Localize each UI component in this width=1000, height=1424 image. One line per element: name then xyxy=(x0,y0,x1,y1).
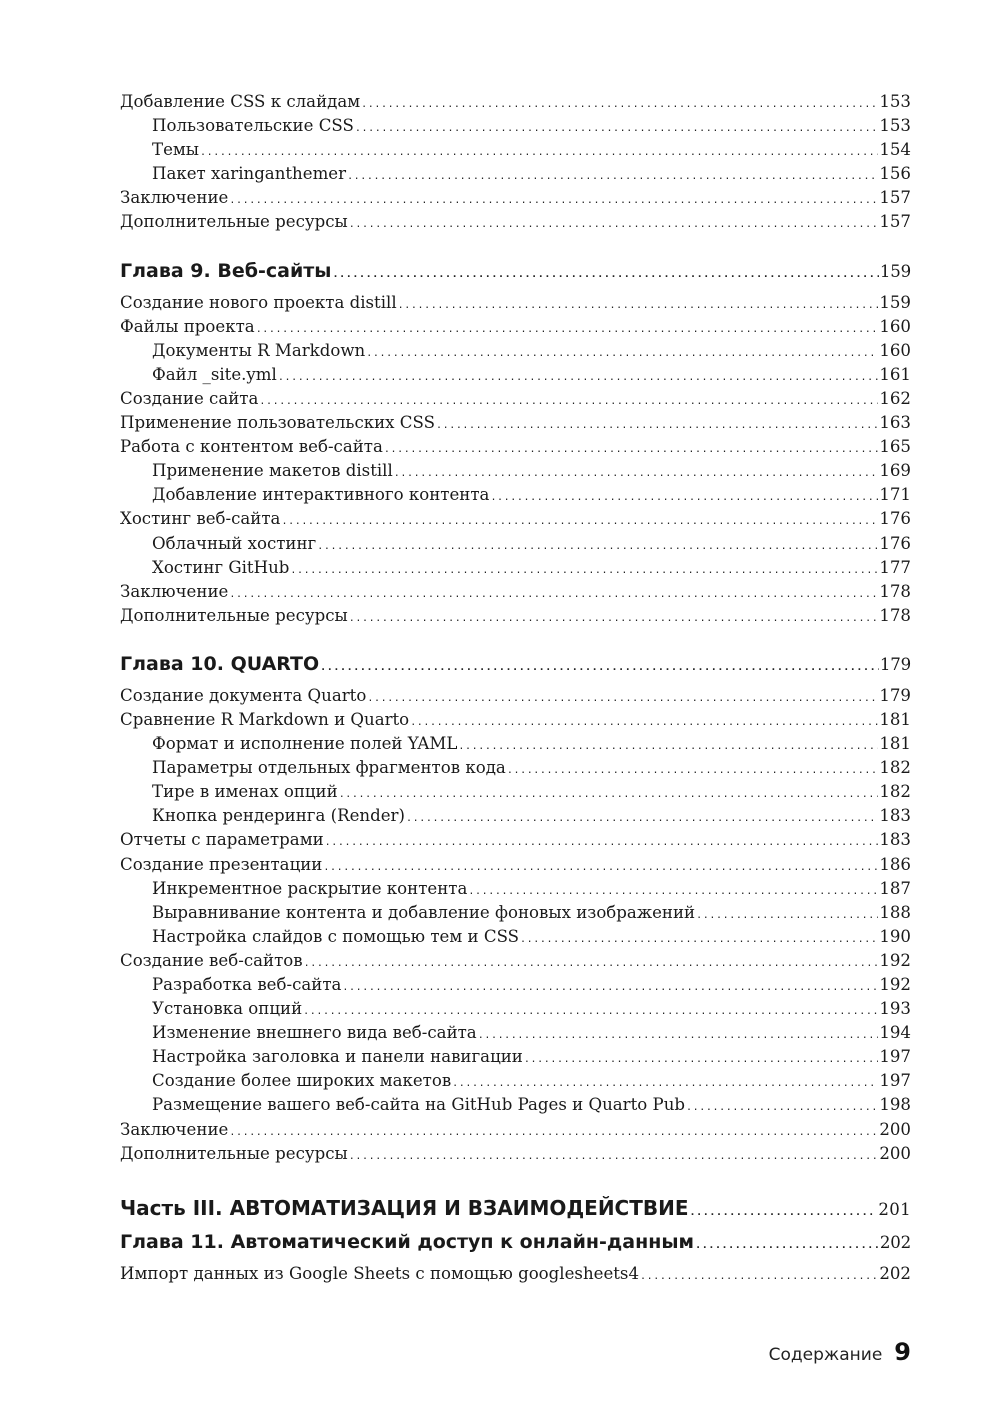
toc-page-number: 177 xyxy=(879,557,911,577)
toc-entry-row xyxy=(120,291,911,315)
toc-sub-row xyxy=(120,925,911,949)
toc-page-number: 176 xyxy=(879,533,911,553)
toc-page-number: 197 xyxy=(879,1071,911,1091)
toc-entry-row xyxy=(120,1142,911,1166)
running-footer-label: Содержание xyxy=(768,1345,883,1365)
toc-entry-row xyxy=(120,90,911,114)
toc-page-number: 165 xyxy=(879,437,911,457)
toc-chapter-row xyxy=(120,652,911,678)
toc-entry-title: Заключение xyxy=(120,581,229,601)
dot-leader xyxy=(290,559,878,583)
toc-chapter-row xyxy=(120,259,911,285)
toc-page-number: 182 xyxy=(879,782,911,802)
toc-entry-row xyxy=(120,507,911,531)
toc-page-number: 171 xyxy=(879,485,911,505)
toc-sub-row xyxy=(120,459,911,483)
toc-sub-row xyxy=(120,997,911,1021)
toc-entry-title: Глава 9. Веб-сайты xyxy=(120,259,332,282)
toc-entry-title: Заключение xyxy=(120,188,229,208)
toc-sub-row xyxy=(120,339,911,363)
toc-page-number: 157 xyxy=(879,188,911,208)
toc-page-number: 198 xyxy=(879,1095,911,1115)
dot-leader xyxy=(458,735,878,759)
toc-page-number: 178 xyxy=(879,581,911,601)
toc-chapter-row xyxy=(120,1230,911,1256)
dot-leader xyxy=(304,952,879,976)
toc-sub-row xyxy=(120,877,911,901)
dot-leader xyxy=(398,294,879,318)
toc-sub-row xyxy=(120,483,911,507)
toc-entry-title: Дополнительные ресурсы xyxy=(120,605,348,625)
toc-page-number: 194 xyxy=(879,1023,911,1043)
toc-entry-row xyxy=(120,411,911,435)
dot-leader xyxy=(410,711,878,735)
toc-page-number: 163 xyxy=(879,413,911,433)
toc-entry-title: Параметры отдельных фрагментов кода xyxy=(152,758,506,778)
toc-sub-row xyxy=(120,363,911,387)
toc-entry-title: Заключение xyxy=(120,1119,229,1139)
toc-sub-row xyxy=(120,1069,911,1093)
toc-page-number: 183 xyxy=(879,806,911,826)
toc-page-number: 153 xyxy=(879,92,911,111)
toc-entry-title: Создание нового проекта distill xyxy=(120,292,397,312)
toc-part-row xyxy=(120,1196,911,1224)
toc-entry-title: Кнопка рендеринга (Render) xyxy=(152,806,405,826)
toc-entry-title: Создание презентации xyxy=(120,854,323,874)
toc-entry-title: Импорт данных из Google Sheets с помощью googlesheets4 xyxy=(120,1263,640,1283)
toc-entry-row xyxy=(120,1118,911,1142)
toc-entry-title: Файлы проекта xyxy=(120,316,255,336)
toc-page-number: 181 xyxy=(879,734,911,754)
dot-leader xyxy=(406,807,878,831)
toc-entry-title: Формат и исполнение полей YAML xyxy=(152,734,458,754)
toc-sub-row xyxy=(120,1093,911,1117)
dot-leader xyxy=(355,117,878,141)
toc-entry-title: Дополнительные ресурсы xyxy=(120,1143,348,1163)
dot-leader xyxy=(520,928,878,952)
toc-entry-row xyxy=(120,315,911,339)
toc-entry-title: Добавление интерактивного контента xyxy=(152,485,490,505)
dot-leader xyxy=(361,93,878,117)
toc-page-number: 197 xyxy=(879,1047,911,1067)
dot-leader xyxy=(339,783,879,807)
toc-sub-row xyxy=(120,532,911,556)
toc-entry-title: Разработка веб-сайта xyxy=(152,975,342,994)
toc-entry-row xyxy=(120,853,911,877)
toc-page-number: 186 xyxy=(879,854,911,874)
toc-entry-title: Настройка слайдов с помощью тем и CSS xyxy=(152,926,520,946)
toc-page-number: 179 xyxy=(879,685,911,705)
toc-sub-row xyxy=(120,1021,911,1045)
toc-entry-title: Документы R Markdown xyxy=(152,340,366,360)
dot-leader xyxy=(640,1265,878,1289)
toc-page-number: 160 xyxy=(879,316,911,336)
dot-leader xyxy=(690,1201,878,1225)
toc-entry-title: Выравнивание контента и добавление фоновых изображений xyxy=(152,902,696,922)
toc-page-number: 178 xyxy=(879,605,911,625)
toc-page-number: 169 xyxy=(879,461,911,481)
toc-entry-row xyxy=(120,604,911,628)
dot-leader xyxy=(332,263,878,287)
toc-page-number: 162 xyxy=(879,388,911,408)
dot-leader xyxy=(320,656,879,680)
dot-leader xyxy=(436,414,878,438)
toc-entry-title: Пакет xaringanthemer xyxy=(152,164,347,184)
toc-page-number: 154 xyxy=(879,140,911,160)
dot-leader xyxy=(349,213,879,237)
toc-page-number: 200 xyxy=(879,1119,911,1139)
toc-entry-title: Изменение внешнего вида веб-сайта xyxy=(152,1023,477,1043)
toc-sub-row xyxy=(120,756,911,780)
dot-leader xyxy=(384,438,878,462)
toc-entry-title: Отчеты с параметрами xyxy=(120,830,324,850)
toc-page-number: 201 xyxy=(878,1199,911,1219)
toc-entry-title: Установка опций xyxy=(152,999,303,1019)
toc-entry-row xyxy=(120,708,911,732)
toc-entry-title: Создание сайта xyxy=(120,388,259,408)
toc-page-number: 160 xyxy=(879,340,911,360)
toc-entry-title: Файл _site.yml xyxy=(152,364,277,384)
toc-entry-title: Тире в именах опций xyxy=(152,782,338,802)
toc-entry-title: Глава 11. Автоматический доступ к онлайн-данным xyxy=(120,1230,695,1253)
toc-entry-title: Создание веб-сайтов xyxy=(120,950,303,970)
toc-page-number: 192 xyxy=(879,950,911,970)
toc-sub-row xyxy=(120,973,911,997)
dot-leader xyxy=(281,510,878,534)
toc-entry-title: Дополнительные ресурсы xyxy=(120,212,348,232)
toc-entry-row xyxy=(120,828,911,852)
dot-leader xyxy=(366,342,878,366)
toc-page-number: 181 xyxy=(879,709,911,729)
toc-page-number: 159 xyxy=(879,261,911,281)
toc-page-number: 182 xyxy=(879,758,911,778)
toc-entry-title: Настройка заголовка и панели навигации xyxy=(152,1047,523,1067)
toc-page-number: 200 xyxy=(879,1143,911,1163)
toc-entry-title: Инкрементное раскрытие контента xyxy=(152,878,468,898)
toc-sub-row xyxy=(120,804,911,828)
toc-entry-title: Пользовательские CSS xyxy=(152,116,354,136)
toc-entry-title: Создание более широких макетов xyxy=(152,1071,452,1091)
toc-entry-title: Сравнение R Markdown и Quarto xyxy=(120,709,410,729)
toc-sub-row xyxy=(120,1045,911,1069)
dot-leader xyxy=(478,1024,879,1048)
toc-sub-row xyxy=(120,162,911,186)
dot-leader xyxy=(342,976,878,1000)
toc-page-number: 202 xyxy=(879,1263,911,1283)
toc-entry-title: Работа с контентом веб-сайта xyxy=(120,437,383,457)
dot-leader xyxy=(695,1234,879,1258)
toc-sub-row xyxy=(120,138,911,162)
toc-entry-title: Глава 10. QUARTO xyxy=(120,652,320,675)
dot-leader xyxy=(367,687,878,711)
toc-entry-title: Применение пользовательских CSS xyxy=(120,413,435,433)
toc-sub-row xyxy=(120,732,911,756)
toc-page-number: 193 xyxy=(879,999,911,1019)
toc-sub-row xyxy=(120,780,911,804)
dot-leader xyxy=(347,165,878,189)
dot-leader xyxy=(349,607,879,631)
toc-entry-title: Темы xyxy=(152,140,200,160)
toc-page-number: 159 xyxy=(879,292,911,312)
toc-entry-row xyxy=(120,435,911,459)
toc-entry-title: Размещение вашего веб-сайта на GitHub Pages и Quarto Pub xyxy=(152,1095,686,1115)
toc-entry-row xyxy=(120,580,911,604)
toc-entry-title: Облачный хостинг xyxy=(152,533,317,553)
dot-leader xyxy=(507,759,878,783)
toc-entry-row xyxy=(120,210,911,234)
toc-entry-title: Создание документа Quarto xyxy=(120,685,367,705)
toc-entry-title: Добавление CSS к слайдам xyxy=(120,92,361,111)
page-number: 9 xyxy=(894,1338,911,1366)
toc-entry-row xyxy=(120,1262,911,1286)
toc-sub-row xyxy=(120,556,911,580)
page-footer xyxy=(769,1338,911,1366)
toc-page-number: 153 xyxy=(879,116,911,136)
toc-page-number: 161 xyxy=(879,364,911,384)
toc-page-number: 156 xyxy=(879,164,911,184)
dot-leader xyxy=(696,904,878,928)
dot-leader xyxy=(686,1096,878,1120)
dot-leader xyxy=(317,535,878,559)
dot-leader xyxy=(278,366,878,390)
toc-page-number: 157 xyxy=(879,212,911,232)
toc-entry-title: Хостинг веб-сайта xyxy=(120,509,281,529)
toc-entry-title: Хостинг GitHub xyxy=(152,557,290,577)
toc-entry-title: Часть III. АВТОМАТИЗАЦИЯ И ВЗАИМОДЕЙСТВИЕ xyxy=(120,1195,689,1220)
dot-leader xyxy=(349,1145,879,1169)
toc-entry-row xyxy=(120,949,911,973)
toc-page-number: 190 xyxy=(879,926,911,946)
toc-page-number: 183 xyxy=(879,830,911,850)
toc-page-number: 192 xyxy=(879,975,911,994)
toc-sub-row xyxy=(120,901,911,925)
toc-page-number: 202 xyxy=(879,1232,911,1252)
dot-leader xyxy=(490,486,878,510)
toc-sub-row xyxy=(120,114,911,138)
dot-leader xyxy=(524,1048,878,1072)
toc-entry-row xyxy=(120,186,911,210)
table-of-contents xyxy=(120,90,911,1286)
toc-entry-title: Применение макетов distill xyxy=(152,461,393,481)
toc-page-number: 179 xyxy=(879,654,911,674)
toc-entry-row xyxy=(120,684,911,708)
toc-page-number: 187 xyxy=(879,878,911,898)
toc-page-number: 176 xyxy=(879,509,911,529)
toc-page-number: 188 xyxy=(879,902,911,922)
toc-entry-row xyxy=(120,387,911,411)
dot-leader xyxy=(325,831,879,855)
